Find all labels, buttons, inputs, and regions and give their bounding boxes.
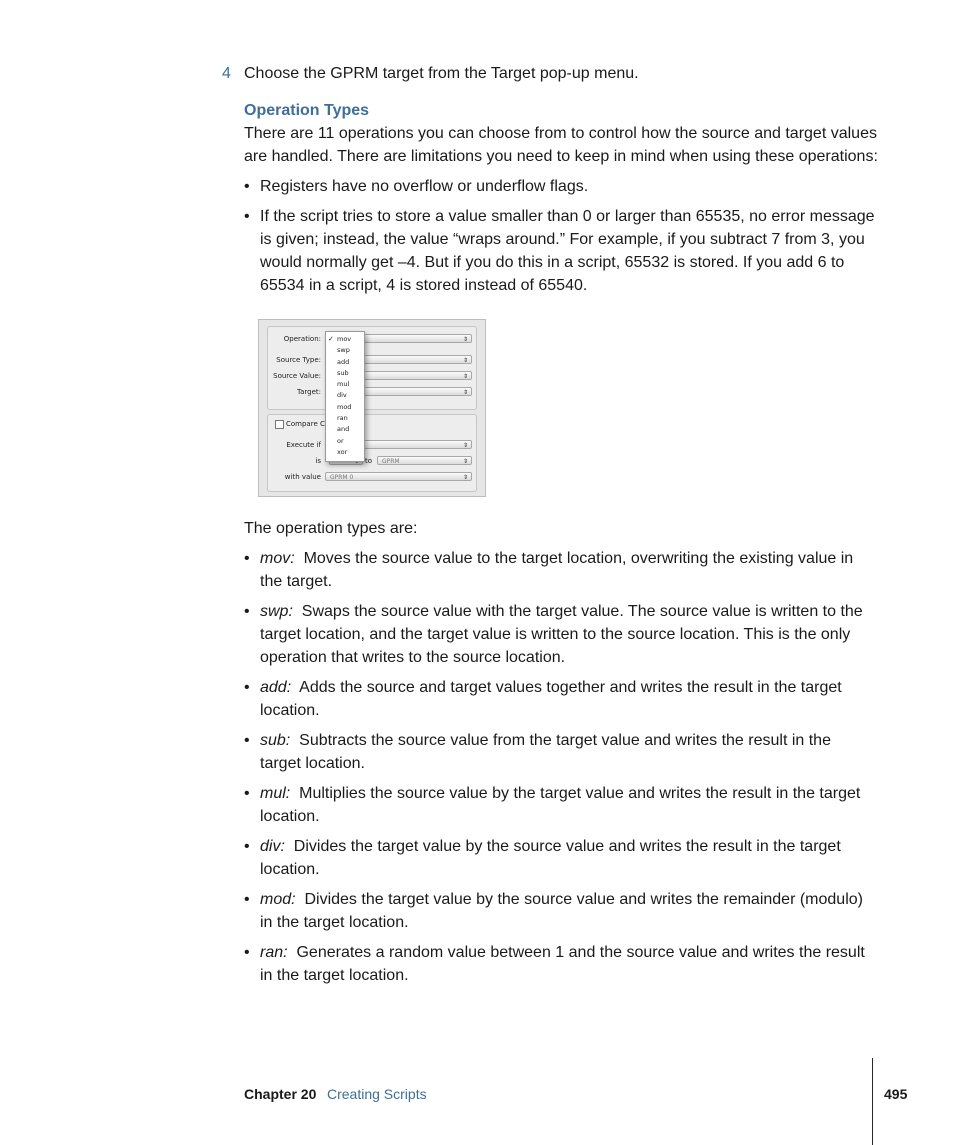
operation-term: add: <box>260 679 292 696</box>
menu-item-or[interactable]: or <box>337 436 344 445</box>
operation-desc: Multiplies the source value by the target value and writes the result in the target location. <box>260 785 861 825</box>
operation-item <box>244 888 876 934</box>
limitation-text: If the script tries to store a value smaller than 0 or larger than 65535, no error message is given; instead, the value “wraps around.” For example, if you subtract 7 from 3, you would normally get –4. But if you do this in a script, 65532 is stored. If you add 6 to 65534 in a script, 4 is stored instead of 65540. <box>260 208 875 294</box>
bullet-glyph: • <box>244 891 250 908</box>
with-value-value: GPRM 0 <box>330 474 354 481</box>
popup-arrows-icon: ⇕ <box>462 336 468 343</box>
footer-divider <box>872 1058 873 1145</box>
operation-item <box>244 547 876 593</box>
types-intro: The operation types are: <box>244 520 418 537</box>
operation-term: mul: <box>260 785 291 802</box>
popup-arrows-icon: ⇕ <box>462 442 468 449</box>
menu-item-xor[interactable]: xor <box>337 447 348 456</box>
operation-term: sub: <box>260 732 291 749</box>
execute-if-label: Execute if <box>286 441 321 449</box>
menu-item-mod[interactable]: mod <box>337 402 352 411</box>
popup-arrows-icon: ⇕ <box>462 458 468 465</box>
limitation-item <box>244 205 876 297</box>
operation-desc: Divides the target value by the source value and writes the result in the target location. <box>260 838 841 878</box>
bullet-glyph: • <box>244 679 250 696</box>
menu-item-swp[interactable]: swp <box>337 346 350 355</box>
compare-checkbox[interactable] <box>275 420 284 429</box>
operation-desc: Subtracts the source value from the target value and writes the result in the target location. <box>260 732 831 772</box>
is-label: is <box>315 457 321 465</box>
source-type-label: Source Type: <box>276 356 321 364</box>
menu-item-mul[interactable]: mul <box>337 380 350 389</box>
operation-desc: Moves the source value to the target location, overwriting the existing value in the target. <box>260 550 854 590</box>
operation-desc: Swaps the source value with the target value. The source value is written to the target location, and the target value is written to the source location. This is the only operation that writes to the source location. <box>260 603 863 666</box>
to-label: to <box>365 457 373 465</box>
bullet-glyph: • <box>244 732 250 749</box>
bullet-glyph: • <box>244 208 250 225</box>
to-popup[interactable] <box>377 456 472 465</box>
compare-label: Compare C <box>286 420 325 428</box>
limitation-text: Registers have no overflow or underflow flags. <box>260 178 589 195</box>
with-value-label: with value <box>284 473 321 481</box>
operation-menu <box>325 331 365 462</box>
with-value-popup[interactable] <box>325 472 472 481</box>
step-number: 4 <box>222 65 231 82</box>
operation-term: mov: <box>260 550 295 567</box>
bullet-glyph: • <box>244 178 250 195</box>
source-value-label: Source Value: <box>273 372 321 380</box>
to-value: GPRM <box>382 458 400 465</box>
operation-item <box>244 676 876 722</box>
section-heading: Operation Types <box>244 102 370 119</box>
operation-term: div: <box>260 838 285 855</box>
menu-item-mov[interactable]: ✓ mov <box>328 335 352 343</box>
popup-arrows-icon: ⇕ <box>462 474 468 481</box>
menu-item-and[interactable]: and <box>337 425 350 434</box>
operation-desc: Generates a random value between 1 and the source value and writes the result in the target location. <box>260 944 865 984</box>
footer-chapter-title[interactable]: Creating Scripts <box>327 1086 427 1102</box>
menu-item-sub[interactable]: sub <box>337 368 349 377</box>
bullet-glyph: • <box>244 838 250 855</box>
checkmark-icon: ✓ <box>328 335 334 343</box>
operation-desc: Divides the target value by the source value and writes the remainder (modulo) in the target location. <box>260 891 863 931</box>
menu-item-ran[interactable]: ran <box>337 414 348 423</box>
operation-term: ran: <box>260 944 288 961</box>
bullet-glyph: • <box>244 944 250 961</box>
operation-desc: Adds the source and target values together and writes the result in the target location. <box>260 679 842 719</box>
operation-item <box>244 835 876 881</box>
operation-item <box>244 782 876 828</box>
operation-term: mod: <box>260 891 296 908</box>
bullet-glyph: • <box>244 603 250 620</box>
bullet-glyph: • <box>244 550 250 567</box>
footer-chapter: Chapter 20 <box>244 1086 317 1102</box>
operation-label: Operation: <box>283 335 321 343</box>
operation-term: swp: <box>260 603 293 620</box>
step-text: Choose the GPRM target from the Target pop-up menu. <box>244 65 639 82</box>
operation-dialog-screenshot <box>258 319 486 497</box>
page-number: 495 <box>884 1086 908 1102</box>
popup-arrows-icon: ⇕ <box>462 373 468 380</box>
popup-arrows-icon: ⇕ <box>462 389 468 396</box>
menu-item-div[interactable]: div <box>337 391 347 400</box>
operation-item <box>244 729 876 775</box>
popup-arrows-icon: ⇕ <box>462 357 468 364</box>
limitation-item <box>244 175 876 198</box>
operation-item <box>244 600 876 669</box>
menu-item-add[interactable]: add <box>337 357 350 366</box>
target-label: Target: <box>296 388 321 396</box>
section-intro: There are 11 operations you can choose from to control how the source and target values are handled. There are limitations you need to keep in mind when using these operations: <box>244 125 878 165</box>
bullet-glyph: • <box>244 785 250 802</box>
operation-item <box>244 941 876 987</box>
